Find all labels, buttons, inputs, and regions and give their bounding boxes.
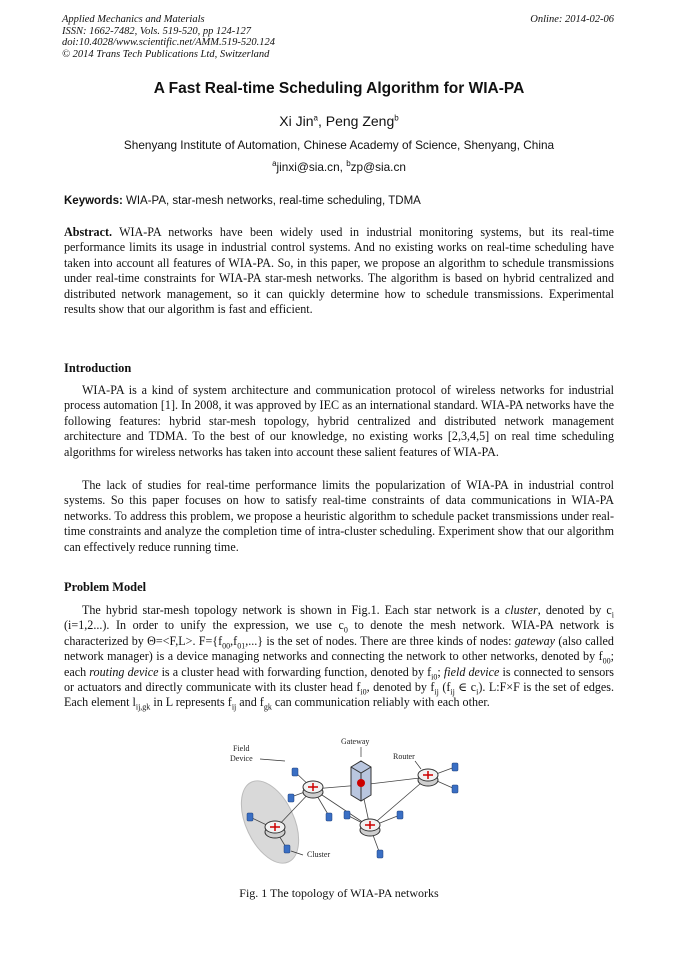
problem-model-paragraph: The hybrid star-mesh topology network is shown in Fig.1. Each star network is a cluster, denoted by $c_i$ (i=1,2...). In order to unify the expression, we use $c_0$ to denote the mesh network. WIA-PA network is characterized by Θ=<F,L>. $F=\{f_{00},f_{01},...\}$ is the set of nodes. There are three kinds of nodes: gateway (also called network manager) is a device managing networks and connecting the network to other networks, denoted by $f_{00}$; each routing device is a cluster head with forwarding function, denoted by $f_{i0}$; field device is connected to sensors or actuators and directly communicate with its cluster head $f_{i0}$, denoted by $f_{ij}$ ($f_{ij}$ ∈ $c_i$). L:F×F is the set of edges. Each element $l_{ij,gk}$ in L represents $f_{ij}$ and $f_{gk}$ can communication reliably with each other. xyxy=(64,603,615,712)
field-device-icon xyxy=(284,845,290,853)
cluster-ellipse xyxy=(230,772,311,867)
router-icon xyxy=(360,819,380,836)
doi: doi:10.4028/www.scientific.net/AMM.519-520.124 xyxy=(62,37,275,48)
intro-paragraph-1: WIA-PA is a kind of system architecture and communication protocol of wireless networks for industrial process automation [1]. In 2008, it was approved by IEC as an international standard. WIA-PA networks have the following features: hybrid star-mesh topology, hybrid centralized and distributed network management architecture and TDMA. To the best of our knowledge, no existing works [2,3,4,5] on real time scheduling algorithms for wireless networks has taken into account these salient features of WIA-PA. xyxy=(64,383,614,459)
section-heading-problem-model: Problem Model xyxy=(64,580,147,594)
keywords-text: WIA-PA, star-mesh networks, real-time scheduling, TDMA xyxy=(122,195,421,207)
field-device-icon xyxy=(397,811,403,819)
router-icon xyxy=(265,821,285,838)
field-device-icon xyxy=(288,794,294,802)
keywords-label: Keywords: xyxy=(64,195,123,207)
field-device-icon xyxy=(326,813,332,821)
author-separator: , xyxy=(317,113,326,129)
field-device-icon xyxy=(452,763,458,771)
issn: ISSN: 1662-7482, Vols. 519-520, pp 124-127 xyxy=(62,25,251,37)
abstract-label: Abstract. xyxy=(64,225,113,239)
author-superscript: b xyxy=(394,113,399,123)
abstract xyxy=(64,225,614,317)
keywords xyxy=(64,195,616,207)
email-line xyxy=(0,160,678,174)
email-link[interactable]: jinxi@sia.cn xyxy=(276,160,340,174)
field-device-label-line1: Field xyxy=(233,744,250,753)
field-device-icon xyxy=(292,768,298,776)
email-link[interactable]: zp@sia.cn xyxy=(350,160,406,174)
gateway-label: Gateway xyxy=(341,737,370,746)
router-icon xyxy=(303,781,323,798)
author-line xyxy=(0,113,678,129)
paper-title: A Fast Real-time Scheduling Algorithm for WIA-PA xyxy=(153,80,525,97)
author-name: Peng Zeng xyxy=(325,113,395,129)
cluster-label: Cluster xyxy=(307,850,331,859)
figure-caption: Fig. 1 The topology of WIA-PA networks xyxy=(239,886,439,900)
field-device-icon xyxy=(247,813,253,821)
field-device-icon xyxy=(377,850,383,858)
abstract-text: WIA-PA networks have been widely used in industrial monitoring systems, but its real-time performance limits its usage in industrial control systems. And no existing works on real-time scheduling have taken into account all features of WIA-PA. So, in this paper, we propose an algorithm to schedule transmissions under real-time constraints for WIA-PA star-mesh networks. The algorithm is based on hybrid centralized and distributed network management, so it can quickly determine how to schedule transmissions. Experimental results show that our algorithm is fast and efficient. xyxy=(64,225,614,317)
email-separator: , xyxy=(339,160,347,174)
author-name: Xi Jin xyxy=(279,113,314,129)
field-device-label-line2: Device xyxy=(230,754,253,763)
journal-name: Applied Mechanics and Materials xyxy=(62,14,205,25)
copyright: © 2014 Trans Tech Publications Ltd, Switzerland xyxy=(62,48,270,60)
field-device-icon xyxy=(452,785,458,793)
intro-paragraph-2: The lack of studies for real-time performance limits the popularization of WIA-PA in industrial control systems. So this paper focuses on how to satisfy real-time constraints of data communications in WIA-PA networks. To address this problem, we propose a heuristic algorithm to schedule packet transmissions under real-time constraints and analyze the completion time of intra-cluster scheduling. Experiment show that our algorithm can effectively reduce running time. xyxy=(64,478,614,554)
section-heading-introduction: Introduction xyxy=(64,361,132,375)
topology-diagram xyxy=(225,737,475,867)
router-label: Router xyxy=(393,752,415,761)
email-superscript: a xyxy=(272,159,277,169)
router-icon xyxy=(418,769,438,786)
gateway-icon xyxy=(351,761,371,801)
topology-figure xyxy=(225,737,475,867)
affiliation: Shenyang Institute of Automation, Chinese Academy of Science, Shenyang, China xyxy=(123,138,555,152)
author-superscript: a xyxy=(313,113,318,123)
email-superscript: b xyxy=(346,159,351,169)
field-device-icon xyxy=(344,811,350,819)
journal-meta xyxy=(62,14,275,60)
online-date: Online: 2014-02-06 xyxy=(530,14,614,25)
